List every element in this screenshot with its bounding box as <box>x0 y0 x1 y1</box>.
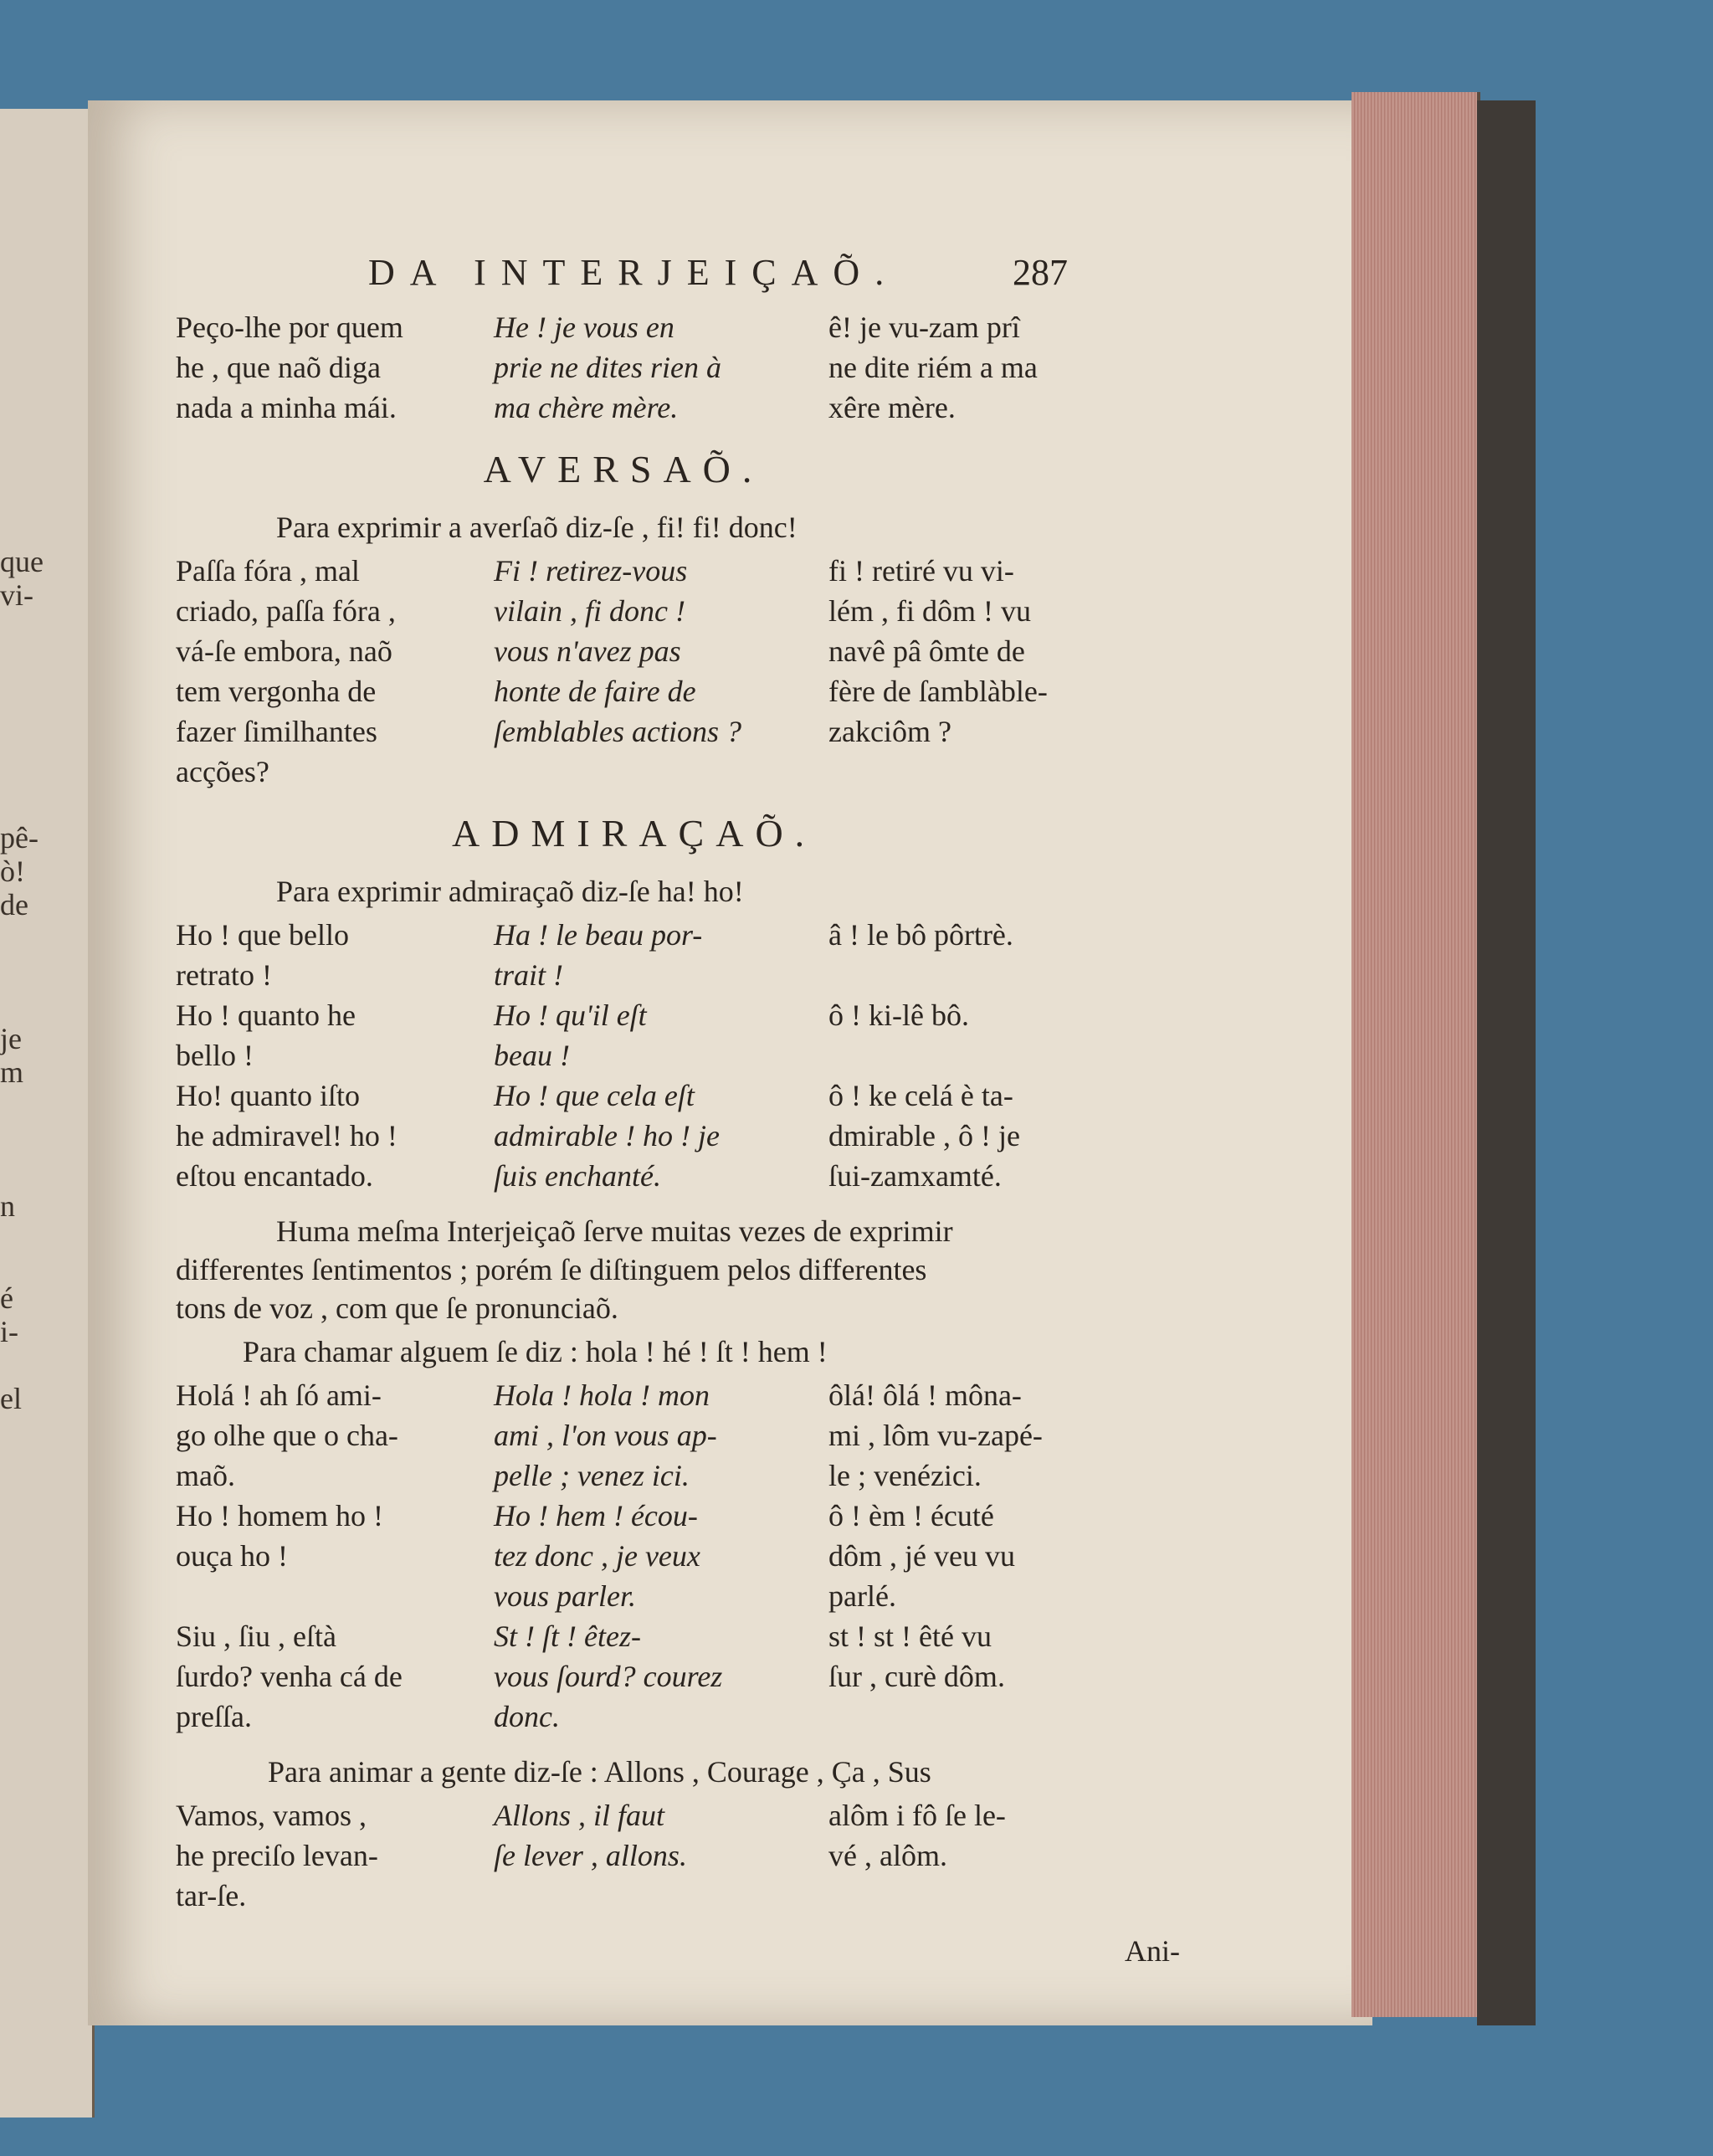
animar-rows <box>176 1798 1180 1913</box>
pronunciation-text <box>828 1699 1180 1734</box>
french-text: ma chère mère. <box>494 391 679 424</box>
french-text: St ! ſt ! êtez- <box>494 1620 641 1653</box>
text-row <box>176 998 1180 1033</box>
portuguese-text: he admiravel! ho ! <box>176 1119 397 1152</box>
text-row <box>176 1418 1180 1453</box>
pronunciation-text: le ; venézici. <box>828 1459 982 1492</box>
text-row <box>176 350 1180 385</box>
left-fragment: i- <box>0 1315 18 1348</box>
pronunciation-text: ne dite riém a ma <box>828 351 1038 384</box>
text-row <box>176 553 1180 588</box>
text-row <box>176 1498 1180 1533</box>
left-fragment: je <box>0 1022 22 1055</box>
portuguese-text <box>176 1578 494 1614</box>
text-row <box>176 917 1180 952</box>
text-row <box>176 674 1180 709</box>
text-row <box>176 593 1180 629</box>
portuguese-text: Peço-lhe por quem <box>176 311 403 344</box>
text-row <box>176 957 1180 993</box>
portuguese-text: maõ. <box>176 1459 235 1492</box>
french-text: Ho ! qu'il eſt <box>494 998 647 1032</box>
pronunciation-text <box>828 957 1180 993</box>
left-fragment: pê- <box>0 821 38 855</box>
paragraph-line: tons de voz , com que ſe pronunciaõ. <box>176 1291 618 1325</box>
book-cover <box>1477 100 1536 2025</box>
text-row <box>176 1838 1180 1873</box>
portuguese-text: Vamos, vamos , <box>176 1799 367 1832</box>
french-text: Ha ! le beau por- <box>494 918 703 952</box>
french-text <box>494 754 828 789</box>
french-text: admirable ! ho ! je <box>494 1119 720 1152</box>
pronunciation-text: â ! le bô pôrtrè. <box>828 918 1013 952</box>
left-fragment: que <box>0 545 44 578</box>
pronunciation-text: st ! st ! êté vu <box>828 1620 992 1653</box>
section-heading-admiracao: ADMIRAÇAÕ. <box>452 812 817 855</box>
pronunciation-text: navê pâ ômte de <box>828 634 1025 668</box>
text-row <box>176 754 1180 789</box>
french-text: vous ſourd? courez <box>494 1660 723 1693</box>
text-row <box>176 1078 1180 1113</box>
text-row <box>176 714 1180 749</box>
admiracao-rows <box>176 917 1180 1194</box>
portuguese-text: Holá ! ah ſó ami- <box>176 1378 382 1412</box>
french-text: vous parler. <box>494 1579 636 1613</box>
pronunciation-text: fi ! retiré vu vi- <box>828 554 1014 588</box>
header-title: DA INTERJEIÇAÕ. <box>368 252 900 293</box>
left-fragment: de <box>0 888 28 921</box>
pronunciation-text <box>828 1038 1180 1073</box>
aversao-rows <box>176 553 1180 789</box>
french-text: honte de faire de <box>494 675 696 708</box>
pronunciation-text: dôm , jé veu vu <box>828 1539 1015 1573</box>
portuguese-text: nada a minha mái. <box>176 391 397 424</box>
text-row <box>176 1538 1180 1573</box>
french-text: Fi ! retirez-vous <box>494 554 688 588</box>
portuguese-text: bello ! <box>176 1039 254 1072</box>
pronunciation-text: vé , alôm. <box>828 1839 947 1872</box>
chamar-intro: Para chamar alguem ſe diz : hola ! hé ! ſt ! hem ! <box>243 1335 828 1368</box>
french-text: Ho ! que cela eſt <box>494 1079 695 1112</box>
portuguese-text: acções? <box>176 755 269 788</box>
portuguese-text: Ho ! homem ho ! <box>176 1499 383 1532</box>
text-row <box>176 1619 1180 1654</box>
text-row <box>176 1659 1180 1694</box>
pronunciation-text: lém , fi dôm ! vu <box>828 594 1031 628</box>
french-text: tez donc , je veux <box>494 1539 700 1573</box>
pronunciation-text: zakciôm ? <box>828 715 951 748</box>
portuguese-text: criado, paſſa fóra , <box>176 594 396 628</box>
portuguese-text: Ho! quanto iſto <box>176 1079 360 1112</box>
pronunciation-text: mi , lôm vu-zapé- <box>828 1419 1043 1452</box>
text-row <box>176 390 1180 425</box>
portuguese-text: Ho ! que bello <box>176 918 349 952</box>
pronunciation-text: ê! je vu-zam prî <box>828 311 1020 344</box>
paragraph-line: Huma meſma Interjeiçaõ ſerve muitas vezes de exprimir <box>276 1214 953 1248</box>
pronunciation-text: parlé. <box>828 1579 896 1613</box>
aversao-intro: Para exprimir a averſaõ diz-ſe , fi! fi! donc! <box>276 511 798 544</box>
french-text <box>494 1878 828 1913</box>
portuguese-text: ſurdo? venha cá de <box>176 1660 403 1693</box>
portuguese-text: Ho ! quanto he <box>176 998 356 1032</box>
animar-intro: Para animar a gente diz-ſe : Allons , Courage , Ça , Sus <box>268 1755 931 1789</box>
pronunciation-text: alôm i fô ſe le- <box>828 1799 1006 1832</box>
portuguese-text: Siu , ſiu , eſtà <box>176 1620 336 1653</box>
page-number: 287 <box>1013 252 1068 293</box>
text-row <box>176 1158 1180 1194</box>
chamar-rows <box>176 1378 1180 1734</box>
pronunciation-text: ôlá! ôlá ! mônа- <box>828 1378 1022 1412</box>
portuguese-text: tar-ſe. <box>176 1879 247 1912</box>
portuguese-text: go olhe que o cha- <box>176 1419 398 1452</box>
text-row <box>176 1118 1180 1153</box>
french-text: ſuis enchanté. <box>494 1159 661 1193</box>
french-text: vilain , fi donc ! <box>494 594 685 628</box>
portuguese-text: eſtou encantado. <box>176 1159 373 1193</box>
french-text: ami , l'on vous ap- <box>494 1419 717 1452</box>
paragraph-line: differentes ſentimentos ; porém ſe diſtinguem pelos differentes <box>176 1253 927 1286</box>
french-text: Ho ! hem ! écou- <box>494 1499 698 1532</box>
pronunciation-text: dmirable , ô ! je <box>828 1119 1020 1152</box>
pronunciation-text <box>828 754 1180 789</box>
pronunciation-text: fère de ſamblàble- <box>828 675 1048 708</box>
running-header <box>176 251 1180 310</box>
french-text: ſe lever , allons. <box>494 1839 687 1872</box>
page-edges <box>1351 92 1480 2017</box>
text-row <box>176 1458 1180 1493</box>
left-fragment: é <box>0 1281 13 1315</box>
french-text: beau ! <box>494 1039 570 1072</box>
portuguese-text: retrato ! <box>176 958 272 992</box>
pronunciation-text: ſui-zamxamté. <box>828 1159 1002 1193</box>
portuguese-text: he , que naõ diga <box>176 351 381 384</box>
portuguese-text: vá-ſe embora, naõ <box>176 634 392 668</box>
page-content <box>176 251 1180 1969</box>
admiracao-intro: Para exprimir admiraçaõ diz-ſe ha! ho! <box>276 875 744 908</box>
section-heading-aversao: AVERSAÕ. <box>483 448 764 490</box>
pronunciation-text: ſur , curè dôm. <box>828 1660 1005 1693</box>
text-row <box>176 1798 1180 1833</box>
pronunciation-text <box>828 1878 1180 1913</box>
text-row <box>176 634 1180 669</box>
french-text: Allons , il faut <box>494 1799 665 1832</box>
text-row <box>176 1038 1180 1073</box>
portuguese-text: tem vergonha de <box>176 675 377 708</box>
portuguese-text: fazer ſimilhantes <box>176 715 377 748</box>
text-row <box>176 1878 1180 1913</box>
french-text: ſemblables actions ? <box>494 715 741 748</box>
french-text: He ! je vous en <box>494 311 674 344</box>
left-fragment: ò! <box>0 855 25 888</box>
french-text: Hola ! hola ! mon <box>494 1378 710 1412</box>
french-text: donc. <box>494 1700 560 1733</box>
french-text: trait ! <box>494 958 564 992</box>
portuguese-text: ouça ho ! <box>176 1539 288 1573</box>
text-row <box>176 1699 1180 1734</box>
portuguese-text: preſſa. <box>176 1700 252 1733</box>
pronunciation-text: ô ! èm ! écuté <box>828 1499 994 1532</box>
portuguese-text: Paſſa fóra , mal <box>176 554 360 588</box>
pronunciation-text: xêre mère. <box>828 391 956 424</box>
text-row <box>176 310 1180 345</box>
portuguese-text: he preciſo levan- <box>176 1839 378 1872</box>
french-text: pelle ; venez ici. <box>494 1459 690 1492</box>
left-fragment: vi- <box>0 578 33 612</box>
pronunciation-text: ô ! ki-lê bô. <box>828 998 969 1032</box>
intro-rows <box>176 310 1180 425</box>
text-row <box>176 1578 1180 1614</box>
left-page <box>0 109 95 2118</box>
french-text: prie ne dites rien à <box>494 351 721 384</box>
catchword: Ani- <box>1125 1934 1180 1968</box>
left-fragment: el <box>0 1382 22 1415</box>
french-text: vous n'avez pas <box>494 634 681 668</box>
pronunciation-text: ô ! ke celá è ta- <box>828 1079 1013 1112</box>
text-row <box>176 1378 1180 1413</box>
left-fragment: n <box>0 1189 15 1223</box>
left-fragment: m <box>0 1055 24 1089</box>
